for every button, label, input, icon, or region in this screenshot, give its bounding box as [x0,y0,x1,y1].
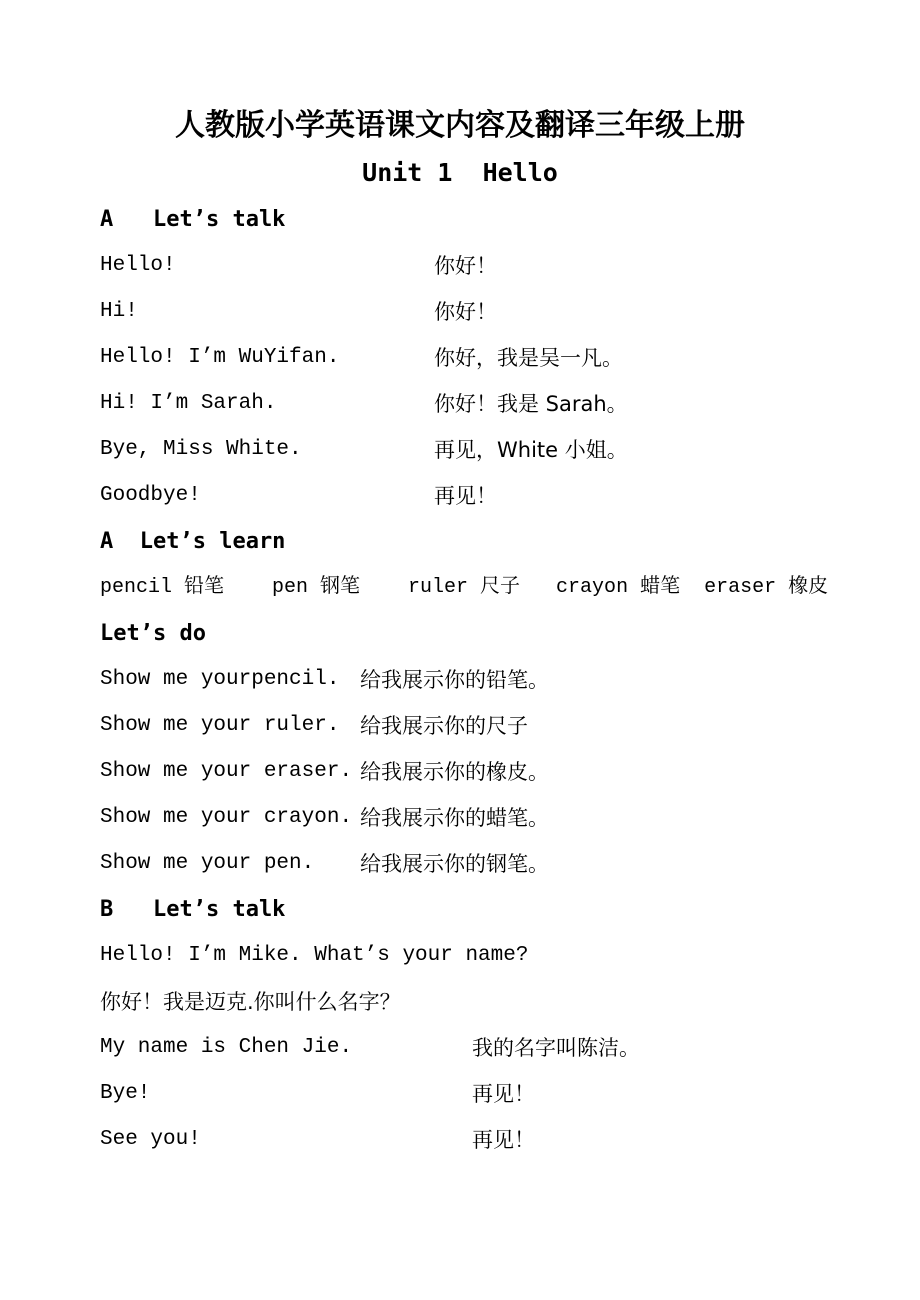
section-heading-lets-do: Let’s do [100,621,206,646]
chinese-translation: 你好！我是 Sarah。 [434,392,628,416]
instruction-line [100,754,549,790]
chinese-translation: 给我展示你的蜡笔。 [360,806,549,830]
dialogue-line [100,478,497,514]
dialogue-line [100,340,623,376]
chinese-translation: 你好，我是吴一凡。 [434,346,623,370]
vocabulary-line: pencil 铅笔 pen 钢笔 ruler 尺子 crayon 蜡笔 eraser 橡皮 [100,576,829,599]
dialogue-line [100,1076,535,1112]
instruction-line [100,662,549,698]
intro-chinese: 你好！我是迈克.你叫什么名字？ [100,990,401,1014]
chinese-translation: 你好！ [434,254,497,278]
english-text: Show me your ruler. [100,714,340,737]
dialogue-line [100,294,497,330]
english-text: See you! [100,1128,201,1151]
english-text: Bye! [100,1082,151,1105]
english-text: Hi! [100,300,138,323]
english-text: Show me your pen. [100,852,315,875]
chinese-translation: 给我展示你的尺子 [360,714,528,738]
dialogue-line [100,1122,535,1158]
english-text: Show me yourpencil. [100,668,340,691]
chinese-translation: 我的名字叫陈洁。 [472,1036,640,1060]
section-heading-a-learn: A Let’s learn [100,529,286,554]
english-text: Goodbye! [100,484,201,507]
section-heading-b-talk: B Let’s talk [100,897,286,922]
english-text: My name is Chen Jie. [100,1036,353,1059]
chinese-translation: 你好！ [434,300,497,324]
dialogue-line [100,386,628,422]
chinese-translation: 给我展示你的铅笔。 [360,668,549,692]
dialogue-line [100,1030,640,1066]
english-text: Bye, Miss White. [100,438,302,461]
dialogue-line [100,432,628,468]
chinese-translation: 给我展示你的橡皮。 [360,760,549,784]
chinese-translation: 再见，White 小姐。 [434,438,628,462]
english-text: Show me your eraser. [100,760,353,783]
unit-title: Unit 1 Hello [362,158,558,187]
instruction-line [100,708,528,744]
english-text: Hello! [100,254,176,277]
chinese-translation: 再见！ [434,484,497,508]
instruction-line [100,800,549,836]
chinese-translation: 再见！ [472,1128,535,1152]
instruction-line [100,846,549,882]
chinese-translation: 再见！ [472,1082,535,1106]
section-heading-a-talk: A Let’s talk [100,207,286,232]
english-text: Hi! I’m Sarah. [100,392,277,415]
dialogue-line [100,248,497,284]
document-title: 人教版小学英语课文内容及翻译三年级上册 [175,108,745,143]
intro-english: Hello! I’m Mike. What’s your name? [100,944,529,967]
english-text: Show me your crayon. [100,806,353,829]
chinese-translation: 给我展示你的钢笔。 [360,852,549,876]
english-text: Hello! I’m WuYifan. [100,346,340,369]
